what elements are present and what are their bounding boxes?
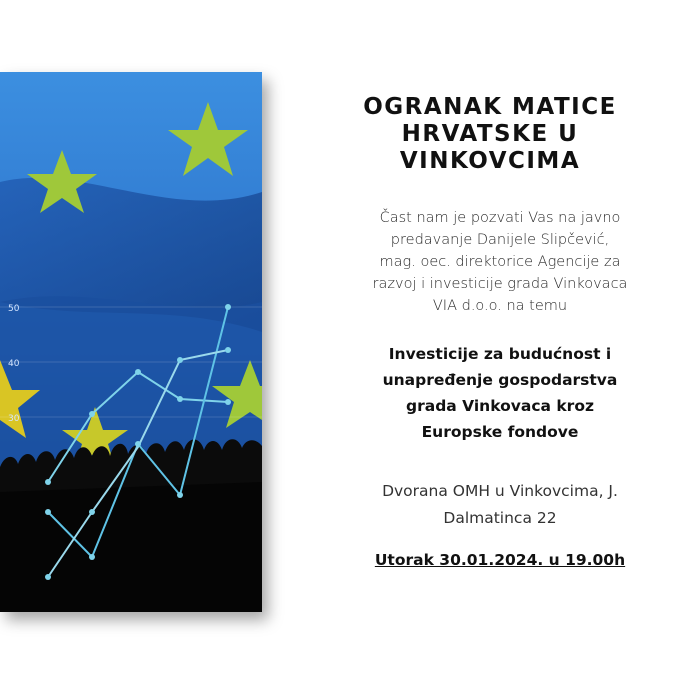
axis-tick: 50	[8, 304, 20, 314]
axis-tick: 30	[8, 414, 20, 424]
invitation-line: razvoj i investicije grada Vinkovaca	[372, 276, 628, 292]
axis-tick: 40	[8, 359, 20, 369]
event-date-time: Utorak 30.01.2024. u 19.00h	[374, 551, 626, 569]
organizer-line: OGRANAK MATICE	[363, 94, 617, 120]
topic-line: Investicije za budućnost i	[388, 345, 612, 363]
invitation-text	[350, 207, 650, 317]
invitation-line: VIA d.o.o. na temu	[432, 298, 568, 314]
venue-line: Dvorana OMH u Vinkovcima, J.	[382, 482, 618, 500]
venue-line: Dalmatinca 22	[443, 509, 557, 527]
lecture-topic	[350, 341, 650, 445]
invitation-line: mag. oec. direktorice Agencije za	[379, 254, 621, 270]
eu-flag-chart-illustration	[0, 72, 262, 612]
topic-line: grada Vinkovaca kroz	[406, 397, 594, 415]
event-details	[300, 0, 680, 680]
venue-address	[340, 478, 660, 532]
organizer-line: VINKOVCIMA	[399, 148, 581, 174]
invitation-line: Čast nam je pozvati Vas na javno	[379, 210, 621, 226]
organizer-title	[300, 94, 680, 175]
topic-line: unapređenje gospodarstva	[382, 371, 618, 389]
crowd-shadow	[0, 482, 262, 612]
organizer-line: HRVATSKE U	[401, 121, 579, 147]
invitation-line: predavanje Danijele Slipčević,	[390, 232, 610, 248]
topic-line: Europske fondove	[421, 423, 579, 441]
eu-flag-photo	[0, 72, 262, 612]
